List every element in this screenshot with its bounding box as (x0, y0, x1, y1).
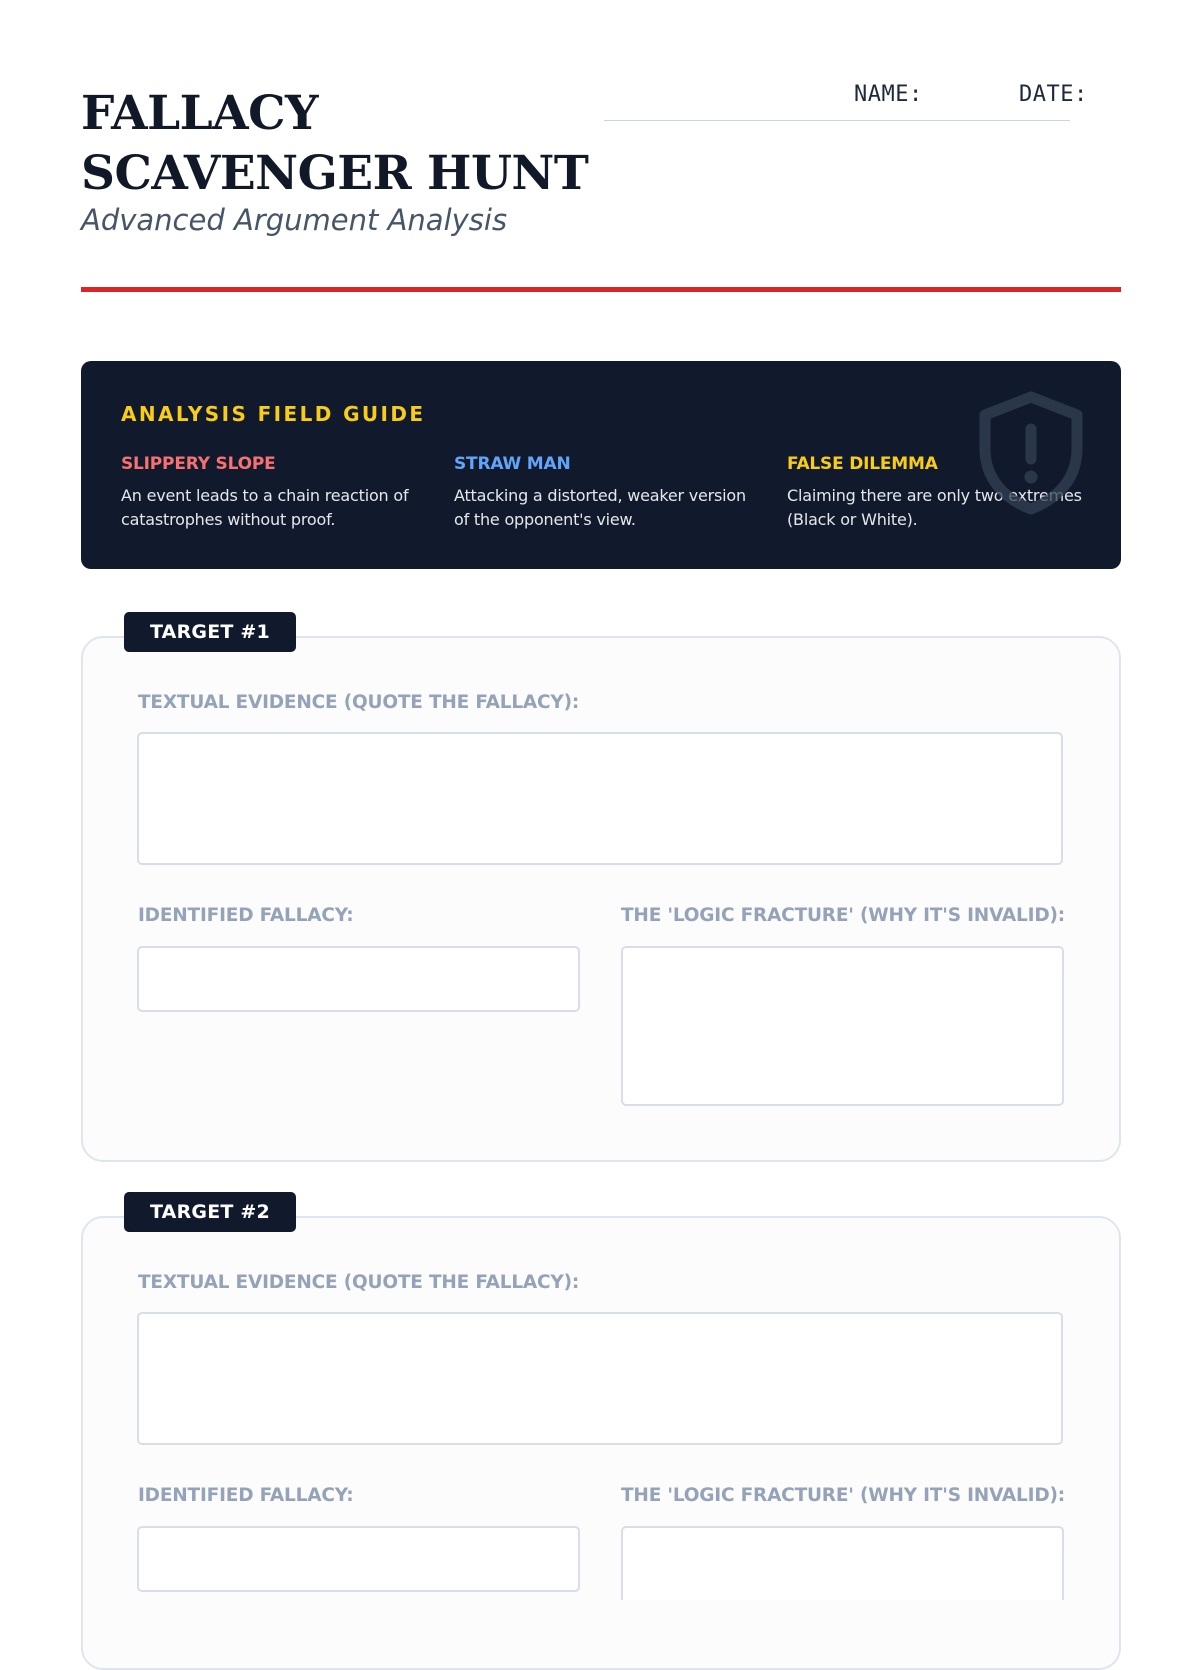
guide-definition: An event leads to a chain reaction of catastrophes without proof. (121, 486, 409, 529)
worksheet-page (81, 0, 1121, 1600)
evidence-input[interactable] (137, 1312, 1063, 1445)
target-tab: TARGET #2 (124, 1192, 296, 1232)
name-label: NAME: (854, 82, 923, 107)
target-card-2 (81, 1192, 1121, 1600)
logic-fracture-label: THE 'LOGIC FRACTURE' (WHY IT'S INVALID): (621, 905, 1065, 926)
fallacy-input[interactable] (137, 946, 580, 1012)
guide-definition: Attacking a distorted, weaker version of the opponent's view. (454, 486, 746, 529)
evidence-label: TEXTUAL EVIDENCE (QUOTE THE FALLACY): (138, 692, 580, 713)
logic-fracture-input[interactable] (621, 946, 1064, 1106)
field-guide-title: ANALYSIS FIELD GUIDE (121, 402, 426, 426)
fallacy-input[interactable] (137, 1526, 580, 1592)
guide-term: SLIPPERY SLOPE (121, 454, 276, 474)
fallacy-label: IDENTIFIED FALLACY: (138, 1485, 354, 1506)
name-date-line[interactable] (604, 120, 1070, 121)
evidence-input[interactable] (137, 732, 1063, 865)
analysis-field-guide (81, 361, 1121, 569)
guide-definition: Claiming there are only two extremes (Black or White). (787, 486, 1082, 529)
logic-fracture-input[interactable] (621, 1526, 1064, 1600)
date-label: DATE: (1019, 82, 1088, 107)
header-divider (81, 287, 1121, 292)
fallacy-label: IDENTIFIED FALLACY: (138, 905, 354, 926)
guide-item-straw-man (454, 454, 754, 532)
guide-term: FALSE DILEMMA (787, 454, 938, 474)
target-card-1 (81, 612, 1121, 1162)
page-subtitle: Advanced Argument Analysis (81, 203, 508, 237)
guide-term: STRAW MAN (454, 454, 571, 474)
guide-item-slippery-slope (121, 454, 421, 532)
page-title: FALLACY SCAVENGER HUNT (81, 86, 589, 201)
shield-alert-icon (973, 389, 1089, 515)
logic-fracture-label: THE 'LOGIC FRACTURE' (WHY IT'S INVALID): (621, 1485, 1065, 1506)
target-tab: TARGET #1 (124, 612, 296, 652)
evidence-label: TEXTUAL EVIDENCE (QUOTE THE FALLACY): (138, 1272, 580, 1293)
worksheet-header (81, 0, 1121, 300)
